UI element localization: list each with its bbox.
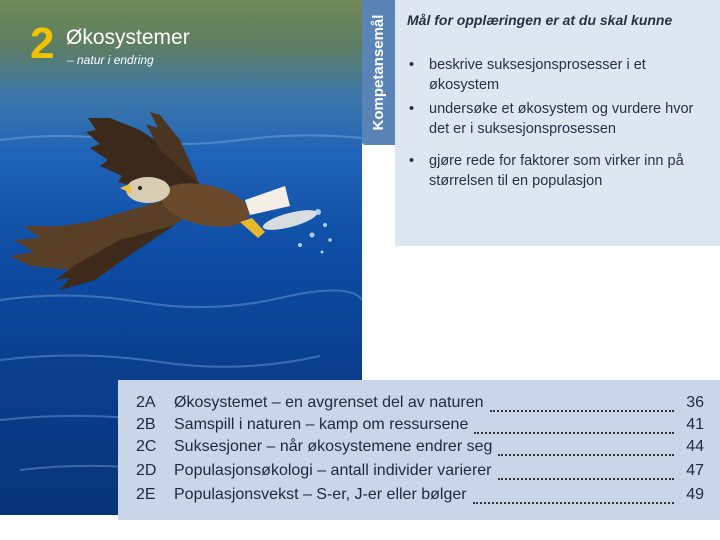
toc-title: Økosystemet – en avgrenset del av naturen (174, 394, 484, 411)
goal-text: gjøre rede for faktorer som virker inn på størrelsen til en populasjon (429, 153, 684, 189)
goals-heading: Mål for opplæringen er at du skal kunne (407, 12, 673, 28)
toc-code: 2E (136, 486, 156, 503)
toc-row[interactable] (136, 486, 704, 508)
toc-leader-dots (490, 410, 674, 412)
competence-tab (362, 0, 395, 145)
toc-page: 47 (686, 462, 704, 479)
toc-page: 36 (686, 394, 704, 411)
toc-row[interactable] (136, 394, 704, 416)
toc-code: 2D (136, 462, 157, 479)
toc-title: Populasjonsvekst – S-er, J-er eller bølger (174, 486, 467, 503)
goal-text: undersøke et økosystem og vurdere hvor det er i suksesjonsprosessen (429, 101, 694, 137)
goal-item (409, 55, 713, 95)
bullet-icon: • (409, 153, 415, 169)
toc-leader-dots (498, 478, 675, 480)
toc-title: Suksesjoner – når økosystemene endrer seg (174, 438, 493, 455)
toc-row[interactable] (136, 438, 704, 460)
toc-page: 44 (686, 438, 704, 455)
bullet-icon: • (409, 101, 415, 117)
table-of-contents (118, 380, 720, 520)
goal-text: beskrive suksesjonsprosesser i et økosystem (429, 57, 646, 93)
competence-tab-label: Kompetansemål (370, 14, 387, 131)
goal-item (409, 99, 713, 139)
goal-item (409, 151, 713, 191)
toc-row[interactable] (136, 462, 704, 484)
toc-title: Populasjonsøkologi – antall individer varierer (174, 462, 492, 479)
chapter-title: Økosystemer (66, 26, 190, 49)
toc-code: 2B (136, 416, 156, 433)
toc-leader-dots (473, 502, 674, 504)
goals-list (409, 55, 713, 195)
toc-row[interactable] (136, 416, 704, 438)
chapter-subtitle: – natur i endring (67, 53, 154, 67)
toc-leader-dots (474, 432, 674, 434)
bullet-icon: • (409, 57, 415, 73)
toc-title: Samspill i naturen – kamp om ressursene (174, 416, 469, 433)
toc-page: 41 (686, 416, 704, 433)
toc-page: 49 (686, 486, 704, 503)
toc-code: 2A (136, 394, 156, 411)
learning-goals-panel (395, 0, 720, 246)
toc-leader-dots (498, 454, 674, 456)
toc-code: 2C (136, 438, 157, 455)
chapter-number: 2 (30, 19, 55, 68)
